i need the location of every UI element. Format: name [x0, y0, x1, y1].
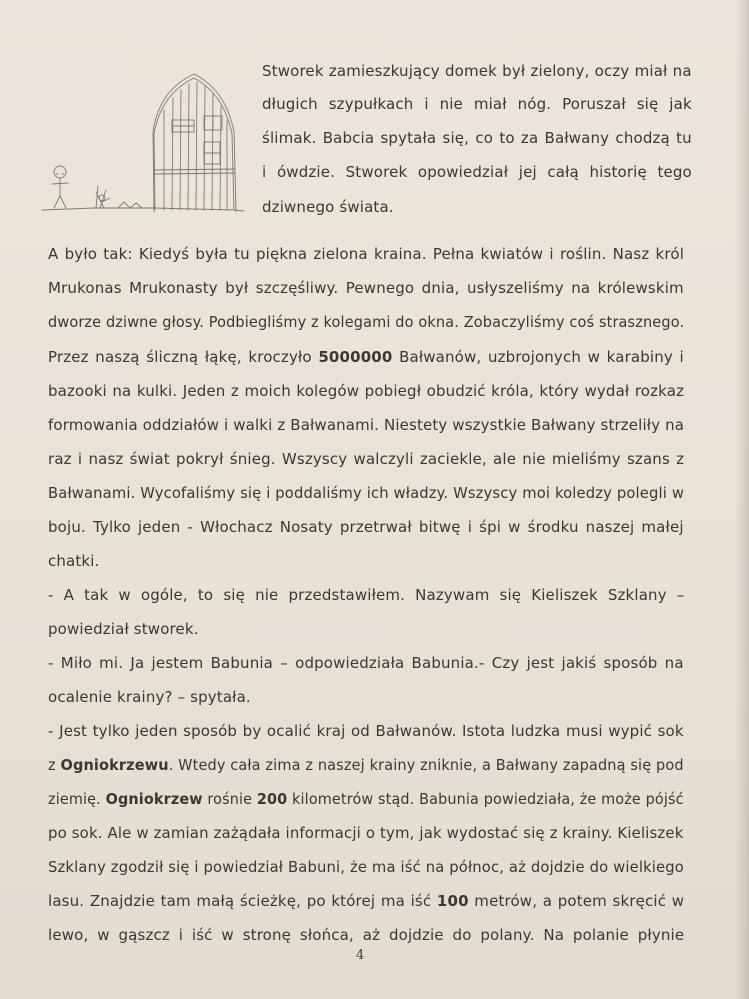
line-text: dworze dziwne głosy. Podbiegliśmy z kolegami do okna. Zobaczyliśmy coś strasznego.	[48, 313, 685, 331]
line-text: po sok. Ale w zamian zażądała informacji o tym, jak wydostać się z krainy. Kieliszek	[48, 824, 684, 842]
line-text: metrów, a potem skręcić w	[468, 892, 685, 910]
line-text: Bałwanów, uzbrojonych w karabiny i	[392, 348, 684, 366]
line-text: Bałwanami. Wycofaliśmy się i poddaliśmy ich władzy. Wszyscy moi koledzy polegli w	[48, 484, 685, 502]
line-text: - Jest tylko jeden sposób by ocalić kraj od Bałwanów. Istota ludzka musi wypić sok	[48, 722, 684, 740]
line-text: Mrukonas Mrukonasty był szczęśliwy. Pewnego dnia, usłyszeliśmy na królewskim	[48, 279, 684, 297]
bold-text: 200	[256, 790, 288, 808]
line-text: boju. Tylko jeden - Włochacz Nosaty przetrwał bitwę i śpi w środku naszej małej	[48, 518, 684, 536]
line-text: powiedział stworek.	[48, 620, 199, 638]
hut-sketch-illustration	[34, 62, 254, 222]
story-line	[48, 245, 684, 263]
page-number: 4	[356, 948, 365, 963]
story-line	[48, 654, 684, 672]
story-line	[48, 790, 684, 808]
story-line	[48, 484, 684, 502]
story-line	[48, 382, 684, 400]
story-line	[48, 518, 684, 536]
line-text: rośnie	[202, 790, 257, 808]
bold-text: Ogniokrzew	[105, 790, 203, 808]
intro-line: ślimak. Babcia spytała się, co to za Bałwany chodzą tu	[262, 129, 692, 147]
story-line	[48, 450, 684, 468]
intro-line: i ówdzie. Stworek opowiedział jej całą historię tego	[262, 163, 692, 181]
intro-line: dziwnego świata.	[262, 198, 394, 216]
line-text: A było tak: Kiedyś była tu piękna zielona kraina. Pełna kwiatów i roślin. Nasz król	[48, 245, 685, 263]
story-line	[48, 756, 684, 774]
story-line	[48, 620, 199, 638]
line-text: chatki.	[48, 552, 100, 570]
story-line	[48, 552, 100, 570]
line-text: kilometrów stąd. Babunia powiedziała, że może pójść	[287, 790, 684, 808]
line-text: - A tak w ogóle, to się nie przedstawiłem. Nazywam się Kieliszek Szklany –	[48, 586, 685, 604]
bold-text: 5000000	[318, 348, 393, 366]
story-line	[48, 279, 684, 297]
page-edge-shadow	[735, 0, 749, 999]
intro-line: Stworek zamieszkujący domek był zielony, oczy miał na	[262, 62, 692, 80]
story-line	[48, 722, 684, 740]
line-text: raz i nasz świat pokrył śnieg. Wszyscy walczyli zaciekle, ale nie mieliśmy szans z	[48, 450, 685, 468]
line-text: lasu. Znajdzie tam małą ścieżkę, po której ma iść	[48, 892, 437, 910]
intro-line: długich szypułkach i nie miał nóg. Poruszał się jak	[262, 95, 692, 113]
story-line	[48, 688, 251, 706]
line-text: ocalenie krainy? – spytała.	[48, 688, 251, 706]
story-line	[48, 416, 684, 434]
line-text: Przez naszą śliczną łąkę, kroczyło	[48, 348, 319, 366]
story-line	[48, 313, 684, 331]
story-line	[48, 892, 684, 910]
story-line	[48, 926, 684, 944]
story-line	[48, 858, 684, 876]
line-text: z	[48, 756, 61, 774]
line-text: formowania oddziałów i walki z Bałwanami. Niestety wszystkie Bałwany strzeliły na	[48, 416, 685, 434]
story-line	[48, 348, 684, 366]
story-line	[48, 824, 684, 842]
line-text: ziemię.	[48, 790, 106, 808]
bold-text: Ogniokrzewu	[60, 756, 169, 774]
bold-text: 100	[436, 892, 469, 910]
line-text: Szklany zgodził się i powiedział Babuni, że ma iść na północ, aż dojdzie do wielkiego	[48, 858, 684, 876]
line-text: lewo, w gąszcz i iść w stronę słońca, aż dojdzie do polany. Na polanie płynie	[48, 926, 685, 944]
line-text: . Wtedy cała zima z naszej krainy zniknie, a Bałwany zapadną się pod	[168, 756, 684, 774]
line-text: bazooki na kulki. Jeden z moich kolegów pobiegł obudzić króla, który wydał rozkaz	[48, 382, 685, 400]
story-line	[48, 586, 684, 604]
line-text: - Miło mi. Ja jestem Babunia – odpowiedziała Babunia.- Czy jest jakiś sposób na	[48, 654, 684, 672]
